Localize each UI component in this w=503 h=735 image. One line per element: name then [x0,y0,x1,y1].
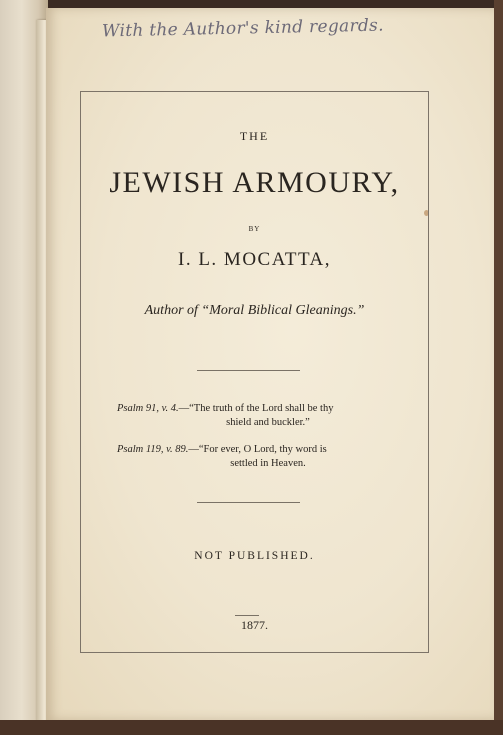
book-cover-bottom [0,720,503,735]
author-name: I. L. MOCATTA, [178,249,331,270]
divider-rule [197,370,300,371]
quote-reference: Psalm 119, v. 89. [117,444,189,455]
epigraph-quote [117,443,397,471]
divider-rule [197,502,300,503]
epigraph-quote [117,402,397,430]
quote-reference: Psalm 91, v. 4. [117,403,179,414]
title-article: THE [239,129,270,143]
book-title: JEWISH ARMOURY, [109,166,400,199]
publication-year: 1877. [241,618,268,632]
author-note: Author of “Moral Biblical Gleanings.” [144,303,365,318]
quote-text-continued: shield and buckler.” [226,417,310,428]
quote-text-continued: settled in Heaven. [230,458,306,469]
quote-text: —“The truth of the Lord shall be thy [178,403,334,414]
publication-status: NOT PUBLISHED. [194,550,315,562]
handwritten-inscription: With the Author's kind regards. [101,15,385,42]
quote-text: —“For ever, O Lord, thy word is [188,444,327,455]
book-cover-edge [494,0,503,735]
by-line: BY [248,225,261,233]
year-rule [235,615,259,616]
title-frame [80,91,429,653]
